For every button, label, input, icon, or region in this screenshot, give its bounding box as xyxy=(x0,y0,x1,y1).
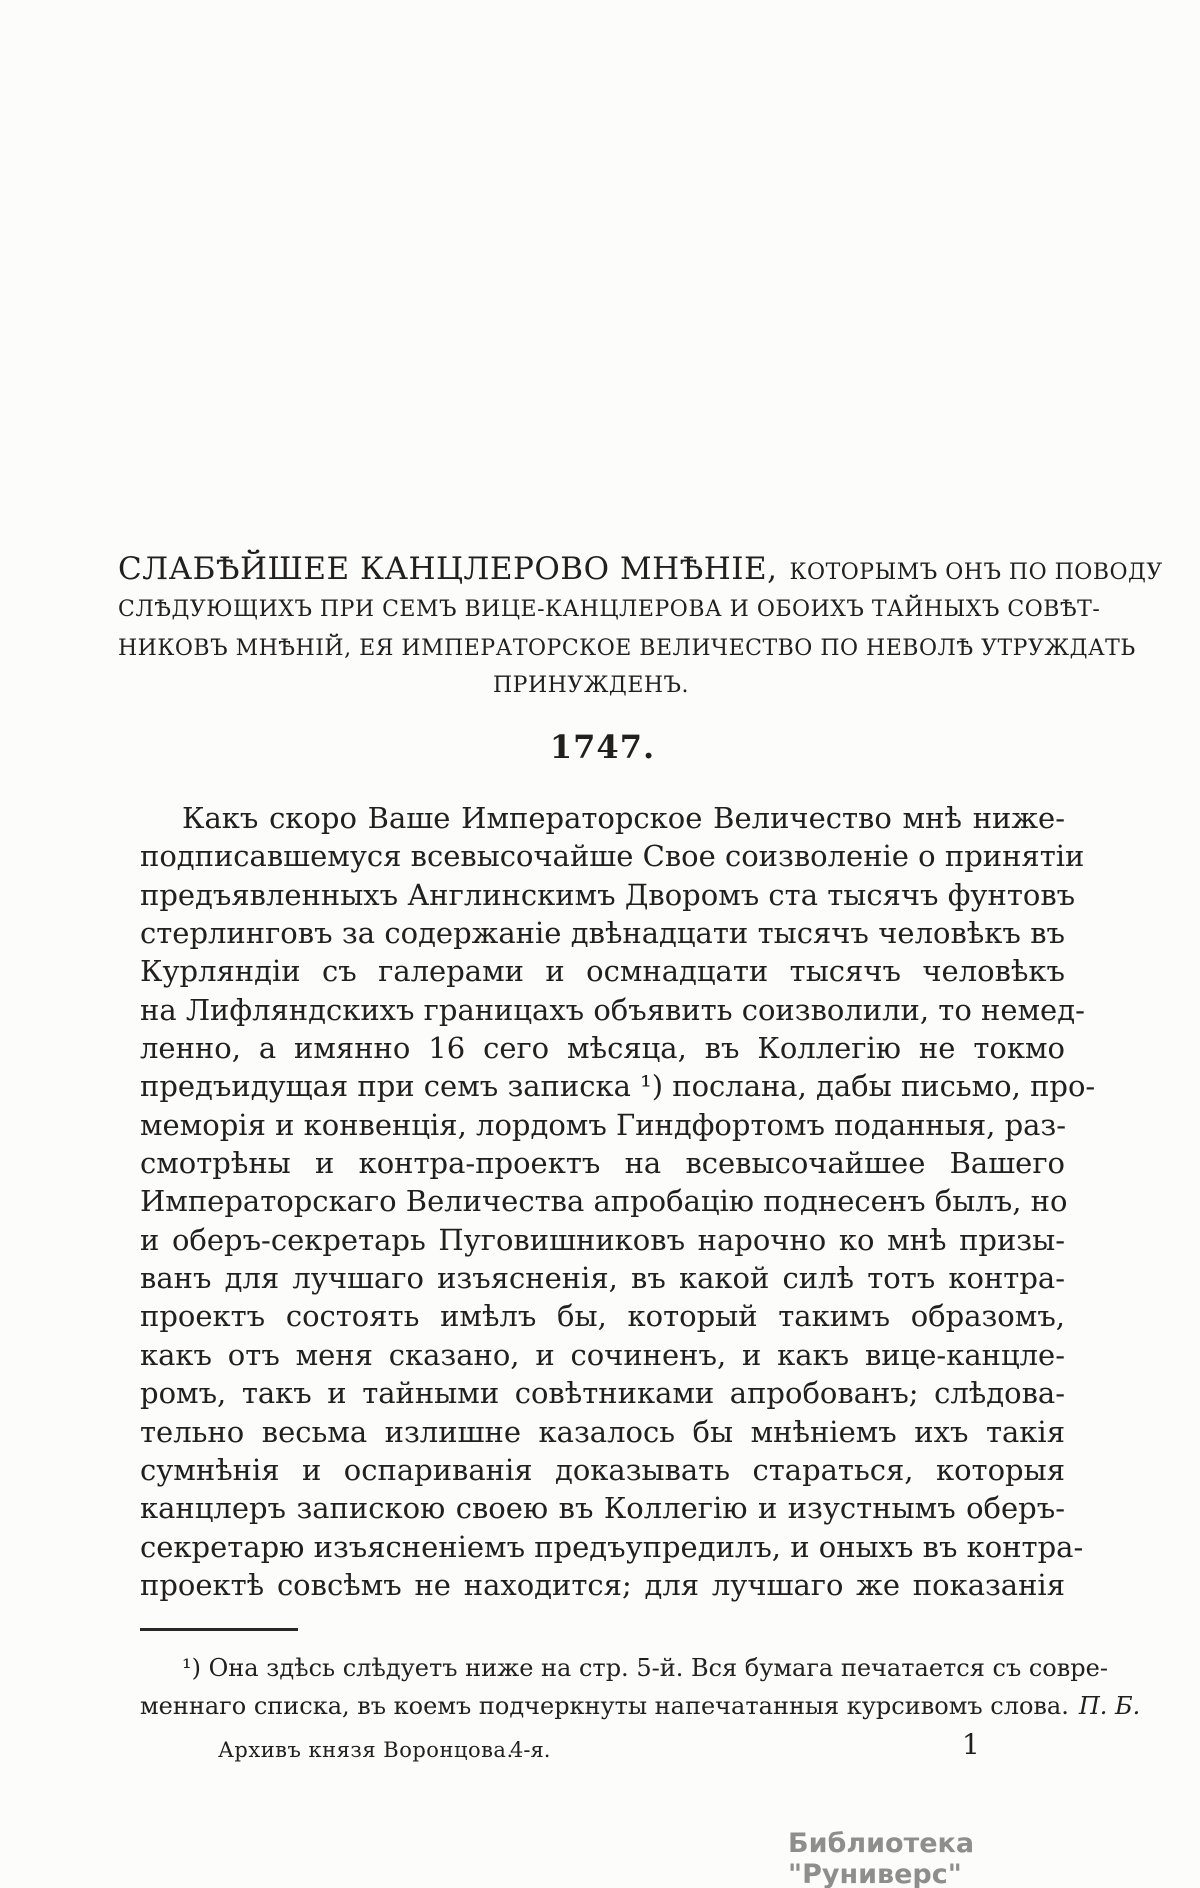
body-line: Императорскаго Величества апробацію поднесенъ былъ, но xyxy=(140,1184,1068,1219)
heading-line-1 xyxy=(118,548,1163,590)
body-line: проектъ состоять имѣлъ бы, который такимъ образомъ, xyxy=(140,1299,1065,1334)
heading-line-3: НИКОВЪ МНѢНІЙ, ЕЯ ИМПЕРАТОРСКОЕ ВЕЛИЧЕСТВО ПО НЕВОЛѢ УТРУЖДАТЬ xyxy=(118,636,1136,661)
body-line: проектѣ совсѣмъ не находится; для лучшаго же показанія xyxy=(140,1567,1065,1602)
body-line: ванъ для лучшаго изъясненія, въ какой силѣ тотъ контра- xyxy=(140,1261,1065,1296)
footnote xyxy=(140,1649,1141,1725)
page-footer xyxy=(0,1728,1200,1774)
heading-line-4: ПРИНУЖДЕНЪ. xyxy=(492,673,690,698)
body-line: ленно, а имянно 16 сего мѣсяца, въ Коллегію не токмо xyxy=(140,1031,1065,1066)
heading-lead-rest-text: КОТОРЫМЪ ОНЪ ПО ПОВОДУ xyxy=(789,560,1163,585)
body-line: на Лифляндскихъ границахъ объявить соизволили, то немед- xyxy=(140,992,1085,1027)
body-line: Какъ скоро Ваше Императорское Величество мнѣ ниже- xyxy=(182,801,1065,835)
body-line: канцлеръ запискою своею въ Коллегію и изустнымъ оберъ- xyxy=(140,1491,1065,1526)
heading-line-2: СЛѢДУЮЩИХЪ ПРИ СЕМЪ ВИЦЕ-КАНЦЛЕРОВА И ОБОИХЪ ТАЙНЫХЪ СОВѢТ- xyxy=(118,597,1101,622)
body-line: ромъ, такъ и тайными совѣтниками апробованъ; слѣдова- xyxy=(140,1376,1065,1411)
body-line: сумнѣнія и оспариванія доказывать стараться, которыя xyxy=(140,1452,1065,1487)
page-number: 1 xyxy=(962,1728,980,1761)
body-line: меморія и конвенція, лордомъ Гиндфортомъ поданныя, раз- xyxy=(140,1107,1067,1142)
body-line: подписавшемуся всевысочайше Свое соизволеніе о принятіи xyxy=(140,839,1085,874)
body-line: какъ отъ меня сказано, и сочиненъ, и какъ вице-канцле- xyxy=(140,1337,1065,1372)
body-line: предъидущая при семъ записка ¹) послана, дабы письмо, про- xyxy=(140,1069,1096,1104)
footnote-line-2-text: меннаго списка, въ коемъ подчеркнуты напечатанныя курсивомъ слова. xyxy=(140,1692,1069,1720)
chapter-heading xyxy=(118,548,1163,704)
date-heading: 1747. xyxy=(549,728,656,766)
footnote-signature: П. Б. xyxy=(1078,1692,1141,1720)
footnote-line-1: ¹) Она здѣсь слѣдуетъ ниже на стр. 5-й. Вся бумага печатается съ совре- xyxy=(182,1654,1108,1682)
library-watermark: Библиотека "Руниверс" xyxy=(788,1828,975,1888)
footnote-line-2 xyxy=(140,1687,1141,1725)
body-line: секретарю изъясненіемъ предъупредилъ, и оныхъ въ контра- xyxy=(140,1529,1084,1564)
body-paragraph xyxy=(140,799,1096,1604)
body-line: Курляндіи съ галерами и осмнадцати тысячъ человѣкъ xyxy=(140,954,1065,989)
volume-note: 4-я. xyxy=(510,1738,551,1762)
archive-signature-note: Архивъ князя Воронцова. xyxy=(218,1738,514,1762)
body-line: и оберъ-секретарь Пуговишниковъ нарочно ко мнѣ призы- xyxy=(140,1222,1065,1257)
body-line: стерлинговъ за содержаніе двѣнадцати тысячъ человѣкъ въ xyxy=(140,916,1065,951)
footnote-divider-rule xyxy=(140,1628,298,1631)
body-line: предъявленныхъ Англинскимъ Дворомъ ста тысячъ фунтовъ xyxy=(140,877,1076,912)
heading-lead-text: СЛАБѢЙШЕЕ КАНЦЛЕРОВО МНѢНІЕ, xyxy=(118,551,778,587)
body-line: смотрѣны и контра-проектъ на всевысочайшее Вашего xyxy=(140,1146,1065,1181)
body-line: тельно весьма излишне казалось бы мнѣніемъ ихъ такія xyxy=(140,1414,1065,1449)
